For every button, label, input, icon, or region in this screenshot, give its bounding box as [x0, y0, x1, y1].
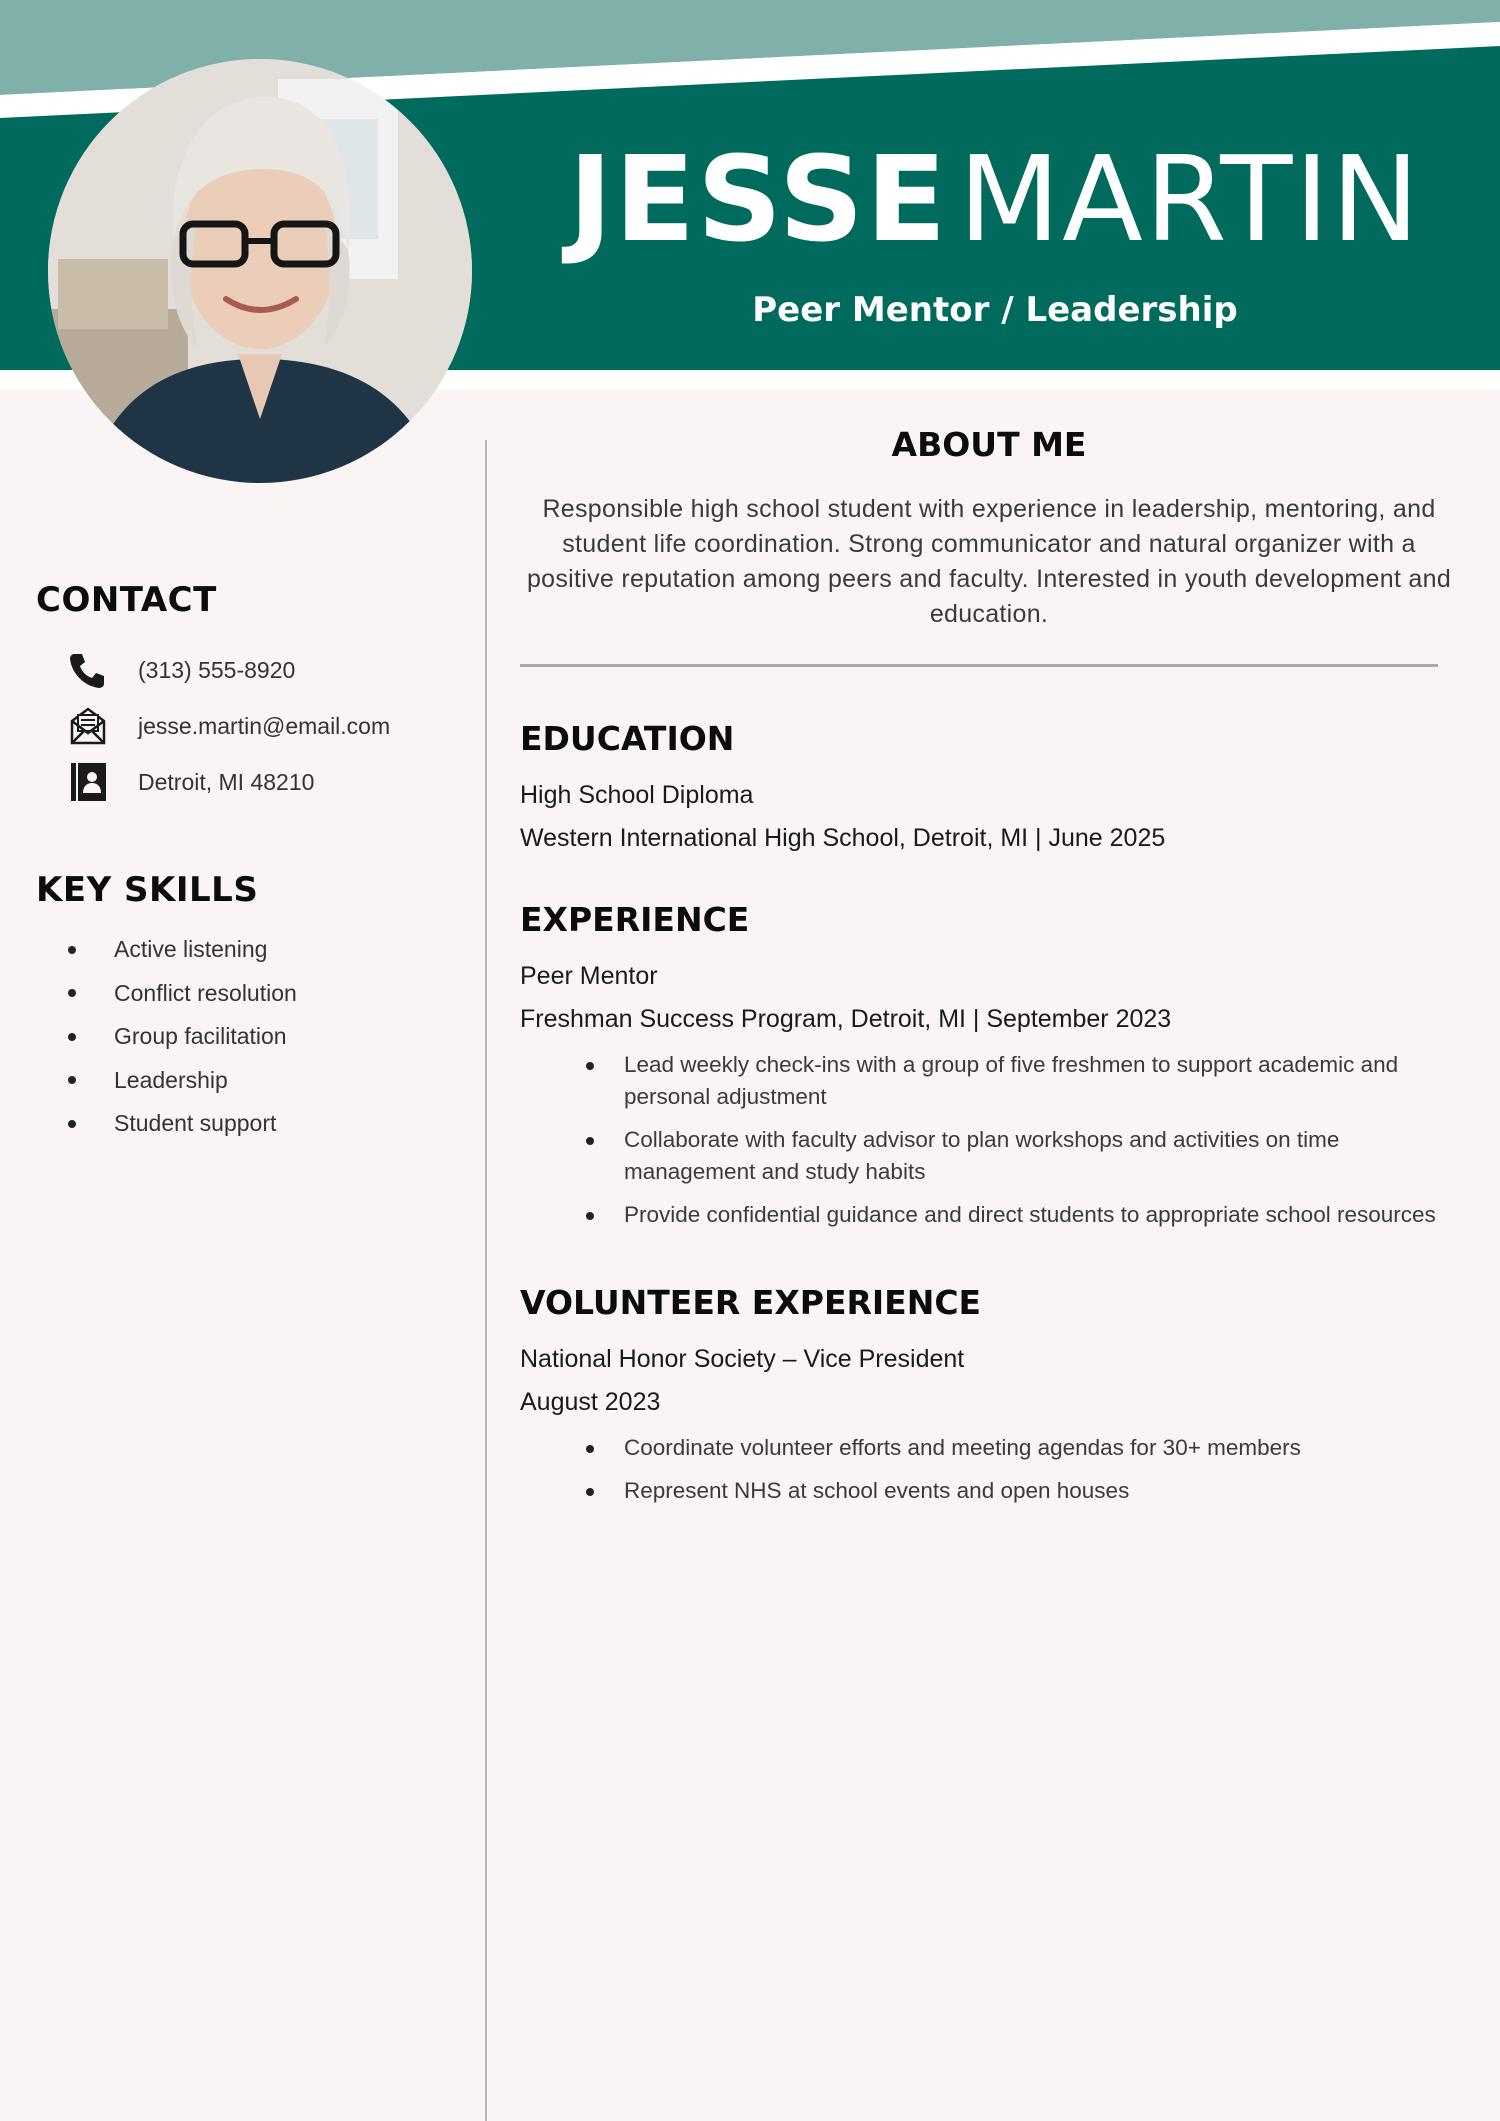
job-title: Peer Mentor / Leadership — [752, 290, 1238, 330]
skill-label: Student support — [114, 1110, 277, 1137]
list-item — [520, 1199, 1458, 1231]
right-column — [520, 425, 1458, 1518]
first-name: JESSE — [568, 130, 949, 268]
bullet-text: Collaborate with faculty advisor to plan workshops and activities on time management and study habits — [624, 1127, 1340, 1184]
contact-list — [36, 642, 466, 810]
experience-org: Freshman Success Program, Detroit, MI | September 2023 — [520, 1005, 1172, 1033]
about-heading: ABOUT ME — [891, 425, 1087, 464]
section-divider — [520, 664, 1438, 667]
contact-address — [36, 754, 466, 810]
volunteer-heading: VOLUNTEER EXPERIENCE — [520, 1283, 982, 1322]
skill-label: Active listening — [114, 936, 268, 963]
education-heading: EDUCATION — [520, 719, 735, 758]
experience-bullets — [520, 1049, 1458, 1231]
skills-heading: KEY SKILLS — [36, 870, 259, 910]
column-divider — [485, 440, 487, 2121]
bullet-icon — [68, 1033, 76, 1041]
name-block — [530, 130, 1460, 330]
bullet-icon — [586, 1062, 594, 1070]
left-column — [36, 580, 466, 1146]
skill-label: Group facilitation — [114, 1023, 287, 1050]
experience-heading: EXPERIENCE — [520, 900, 750, 939]
bullet-text: Lead weekly check-ins with a group of five freshmen to support academic and personal adjustment — [624, 1052, 1399, 1109]
list-item — [36, 1059, 466, 1103]
bullet-icon — [586, 1445, 594, 1453]
volunteer-role: National Honor Society – Vice President — [520, 1345, 965, 1373]
last-name: MARTIN — [958, 130, 1422, 268]
bullet-icon — [586, 1137, 594, 1145]
list-item — [520, 1124, 1458, 1188]
bullet-text: Represent NHS at school events and open houses — [624, 1478, 1130, 1503]
volunteer-date: August 2023 — [520, 1388, 661, 1416]
bullet-text: Coordinate volunteer efforts and meeting agendas for 30+ members — [624, 1435, 1301, 1460]
email-icon — [64, 704, 112, 748]
phone-number[interactable]: (313) 555-8920 — [138, 656, 296, 683]
profile-photo — [48, 59, 472, 483]
bullet-icon — [68, 946, 76, 954]
list-item — [36, 1015, 466, 1059]
education-school: Western International High School, Detroit, MI | June 2025 — [520, 824, 1166, 852]
bullet-text: Provide confidential guidance and direct students to appropriate school resources — [624, 1202, 1436, 1227]
list-item — [520, 1049, 1458, 1113]
list-item — [36, 1102, 466, 1146]
bullet-icon — [68, 989, 76, 997]
bullet-icon — [586, 1488, 594, 1496]
skill-label: Conflict resolution — [114, 979, 297, 1006]
location: Detroit, MI 48210 — [138, 768, 315, 795]
bullet-icon — [68, 1076, 76, 1084]
skill-label: Leadership — [114, 1066, 228, 1093]
email-address[interactable]: jesse.martin@email.com — [138, 712, 391, 739]
list-item — [36, 972, 466, 1016]
bullet-icon — [68, 1120, 76, 1128]
list-item — [520, 1432, 1458, 1464]
full-name — [530, 130, 1460, 268]
experience-role: Peer Mentor — [520, 962, 658, 990]
contact-heading: CONTACT — [36, 580, 217, 620]
bullet-icon — [586, 1212, 594, 1220]
phone-icon — [64, 648, 112, 692]
contact-phone — [36, 642, 466, 698]
education-degree: High School Diploma — [520, 781, 754, 809]
list-item — [520, 1475, 1458, 1507]
volunteer-bullets — [520, 1432, 1458, 1507]
list-item — [36, 928, 466, 972]
skills-list — [36, 928, 466, 1146]
address-book-icon — [64, 760, 112, 804]
about-text: Responsible high school student with experience in leadership, mentoring, and student life coordination. Strong communicator and natural organizer with a positive reputation among peers and faculty. Interested in youth development and education. — [526, 495, 1452, 628]
contact-email — [36, 698, 466, 754]
